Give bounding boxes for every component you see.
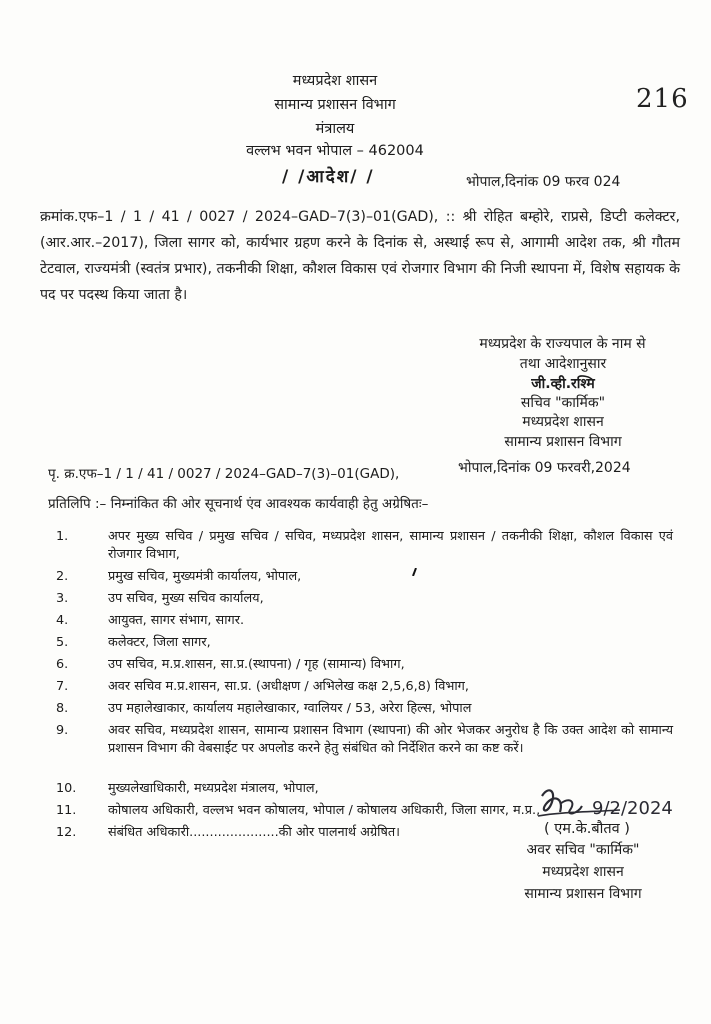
header-mantralaya: मंत्रालय <box>315 121 355 137</box>
signature1-govt: मध्यप्रदेश शासन <box>522 414 604 430</box>
signature1-department: सामान्य प्रशासन विभाग <box>504 434 622 450</box>
endorsement-ref: पृ. क्र.एफ–1 / 1 / 41 / 0027 / 2024–GAD–7(3)–01(GAD), <box>48 466 400 482</box>
signature2-title: अवर सचिव "कार्मिक" <box>526 842 640 858</box>
order-body: क्रमांक.एफ–1 / 1 / 41 / 0027 / 2024–GAD–7(3)–01(GAD), :: श्री रोहित बम्होरे, राप्रसे, डिप्टी कलेक्टर, (आर.आर.–2017), जिला सागर को, कार्यभार ग्रहण करने के दिनांक से, अस्थाई रूप से, आगामी आदेश तक, श्री गौतम टेटवाल, राज्यमंत्री (स्वतंत्र प्रभार), तकनीकी शिक्षा, कौशल विकास एवं रोजगार विभाग की निजी स्थापना में, विशेष सहायक के पद पर पदस्थ किया जाता है। <box>40 209 680 303</box>
signature1-title: सचिव "कार्मिक" <box>520 395 606 411</box>
order-date: भोपाल,दिनांक 09 फरव 024 <box>466 174 621 190</box>
signature2-govt: मध्यप्रदेश शासन <box>542 864 624 880</box>
endorsement-date: भोपाल,दिनांक 09 फरवरी,2024 <box>458 460 631 476</box>
header-department: सामान्य प्रशासन विभाग <box>274 97 396 113</box>
signature2-name: ( एम.के.बौतव ) <box>544 821 630 837</box>
signature1-line2: तथा आदेशानुसार <box>519 356 607 372</box>
signature1-line1: मध्यप्रदेश के राज्यपाल के नाम से <box>479 336 646 352</box>
document-page: मध्यप्रदेश शासन सामान्य प्रशासन विभाग मंत्रालय वल्लभ भवन भोपाल – 462004 216 / /आदेश/ / भोपाल,दिनांक 09 फरव 024 क्रमांक.एफ–1 / 1 / 41 / 0027 / 2024–GAD–7(3)–01(GAD), :: श्री रोहित बम्होरे, राप्रसे, डिप्टी कलेक्टर, (आर.आर.–2017), जिला सागर को, कार्यभार ग्रहण करने के दिनांक से, अस्थाई रूप से, आगामी आदेश तक, श्री गौतम टेटवाल, राज्यमंत्री (स्वतंत्र प्रभार), तकनीकी शिक्षा, कौशल विकास एवं रोजगार विभाग की निजी स्थापना में, विशेष सहायक के पद पर पदस्थ किया जाता है। मध्यप्रदेश के राज्यपाल के नाम से तथा आदेशानुसार जी.व्ही.रश्मि सचिव "कार्मिक" मध्यप्रदेश शासन सामान्य प्रशासन विभाग पृ. क्र.एफ–1 / 1 / 41 / 0027 / 2024–GAD–7(3)–01(GAD), भोपाल,दिनांक 09 फरवरी,2024 प्रतिलिपि :– निम्नांकित की ओर सूचनार्थ एंव आवश्यक कार्यवाही हेतु अग्रेषितः– 1. अपर मुख्य सचिव / प्रमुख सचिव / सचिव, मध्यप्रदेश शासन, सामान्य प्रशासन / तकनीकी शिक्षा, कौशल विकास एवं रोजगार विभाग, 2. प्रमुख सचिव, मुख्यमंत्री कार्यालय, भोपाल, 3. उप सचिव, मुख्य सचिव कार्यालय, 4. आयुक्त, सागर संभाग, सागर. 5. कलेक्टर, जिला सागर, 6. उप सचिव, म.प्र.शासन, सा.प्र.(स्थापना) / गृह (सामान्य) विभाग, 7. अवर सचिव म.प्र.शासन, सा.प्र. (अधीक्षण / अभिलेख कक्ष 2,5,6,8) विभाग, 8. उप महालेखाकार, कार्यालय महालेखाकार, ग्वालियर / 53, अरेरा हिल्स, भोपाल 9. अवर सचिव, मध्यप्रदेश शासन, सामान्य प्रशासन विभाग (स्थापना) की ओर भेजकर अनुरोध है कि उक्त आदेश को सामान्य प्रशासन विभाग की वेबसाईट पर अपलोड करने हेतु संबंधित को निर्देशित करने का कष्ट करें। 10. मुख्यलेखाधिकारी, मध्यप्रदेश मंत्रालय, भोपाल, 11. कोषालय अधिकारी, वल्लभ भवन कोषालय, भोपाल / कोषालय अधिकारी, जिला सागर, म.प्र., 12. संबंधित अधिकारी......................की ओर पालनार्थ अग्रेषित। 9/2/2024 ( एम.के.बौतव ) अवर सचिव "कार्मिक" मध्यप्रदेश शासन सामान्य प्रशासन विभाग <box>0 0 711 1024</box>
signature1-name: जी.व्ही.रश्मि <box>531 376 595 392</box>
header-govt: मध्यप्रदेश शासन <box>292 73 378 89</box>
page-number: 216 <box>636 84 689 114</box>
ink-mark-icon <box>412 568 418 576</box>
signature2-department: सामान्य प्रशासन विभाग <box>524 886 642 902</box>
order-title: / /आदेश/ / <box>282 167 375 187</box>
svg-text:9/2/2024: 9/2/2024 <box>592 798 673 819</box>
header-address: वल्लभ भवन भोपाल – 462004 <box>246 143 424 159</box>
copy-to-heading: प्रतिलिपि :– निम्नांकित की ओर सूचनार्थ एंव आवश्यक कार्यवाही हेतु अग्रेषितः– <box>48 496 429 512</box>
